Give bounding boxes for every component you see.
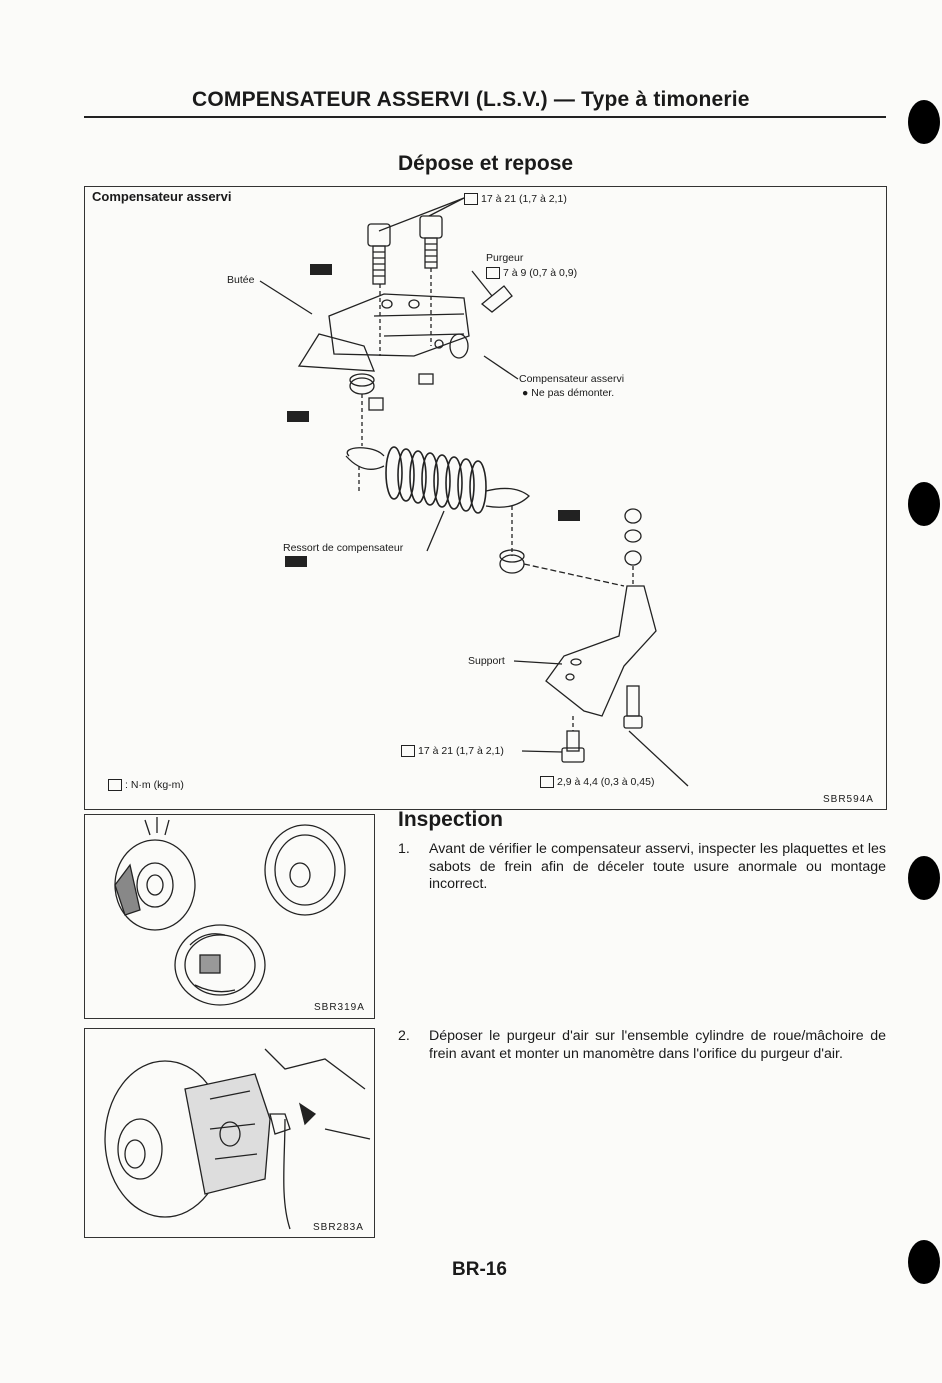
grease-icon [310,264,332,275]
step-number: 1. [398,841,410,857]
figure-brake-discs [84,814,375,1019]
torque-label-bottom-left: 17 à 21 (1,7 à 2,1) [401,745,504,757]
header-rule [84,116,886,118]
torque-units-legend: : N·m (kg-m) [108,779,184,791]
torque-label-top: 17 à 21 (1,7 à 2,1) [464,193,567,205]
compensator-note: ● Ne pas démonter. [522,387,615,399]
purgeur-torque-label: 7 à 9 (0,7 à 0,9) [486,267,577,279]
binder-hole-3 [908,856,940,900]
torque-label-bottom-right: 2,9 à 4,4 (0,3 à 0,45) [540,776,654,788]
page-header-title: COMPENSATEUR ASSERVI (L.S.V.) — Type à timonerie [192,88,750,111]
grease-icon [287,411,309,422]
compensator-label: Compensateur asservi [519,373,625,385]
section-title: Dépose et repose [398,152,574,175]
step-text: Avant de vérifier le compensateur asservi, inspecter les plaquettes et les sabots de frein afin de déceler toute usure anormale ou montage incorrect. [429,841,886,892]
diagram-title: Compensateur asservi [92,189,232,204]
step-text: Déposer le purgeur d'air sur l'ensemble cylindre de roue/mâchoire de frein avant et monter un manomètre dans l'orifice du purgeur d'air. [429,1028,886,1062]
figure-2-code: SBR283A [313,1222,364,1233]
figure-1-code: SBR319A [314,1002,365,1013]
inspection-step-2 [398,1028,886,1063]
butee-label: Butée [227,274,255,286]
inspection-title: Inspection [398,808,504,831]
spring-label: Ressort de compensateur [283,542,404,554]
inspection-step-1 [398,841,886,894]
brake-disc-drawing [85,815,374,1018]
binder-hole-2 [908,482,940,526]
grease-icon [285,556,307,567]
step-number: 2. [398,1028,410,1044]
support-label: Support [468,655,505,667]
binder-hole-1 [908,100,940,144]
figure-caliper-gauge [84,1028,375,1238]
diagram-code: SBR594A [823,794,874,805]
grease-icon [558,510,580,521]
purgeur-label: Purgeur [486,252,524,264]
page-number: BR-16 [452,1259,507,1280]
binder-hole-4 [908,1240,940,1284]
exploded-diagram-drawing [84,186,885,808]
caliper-drawing [85,1029,374,1237]
